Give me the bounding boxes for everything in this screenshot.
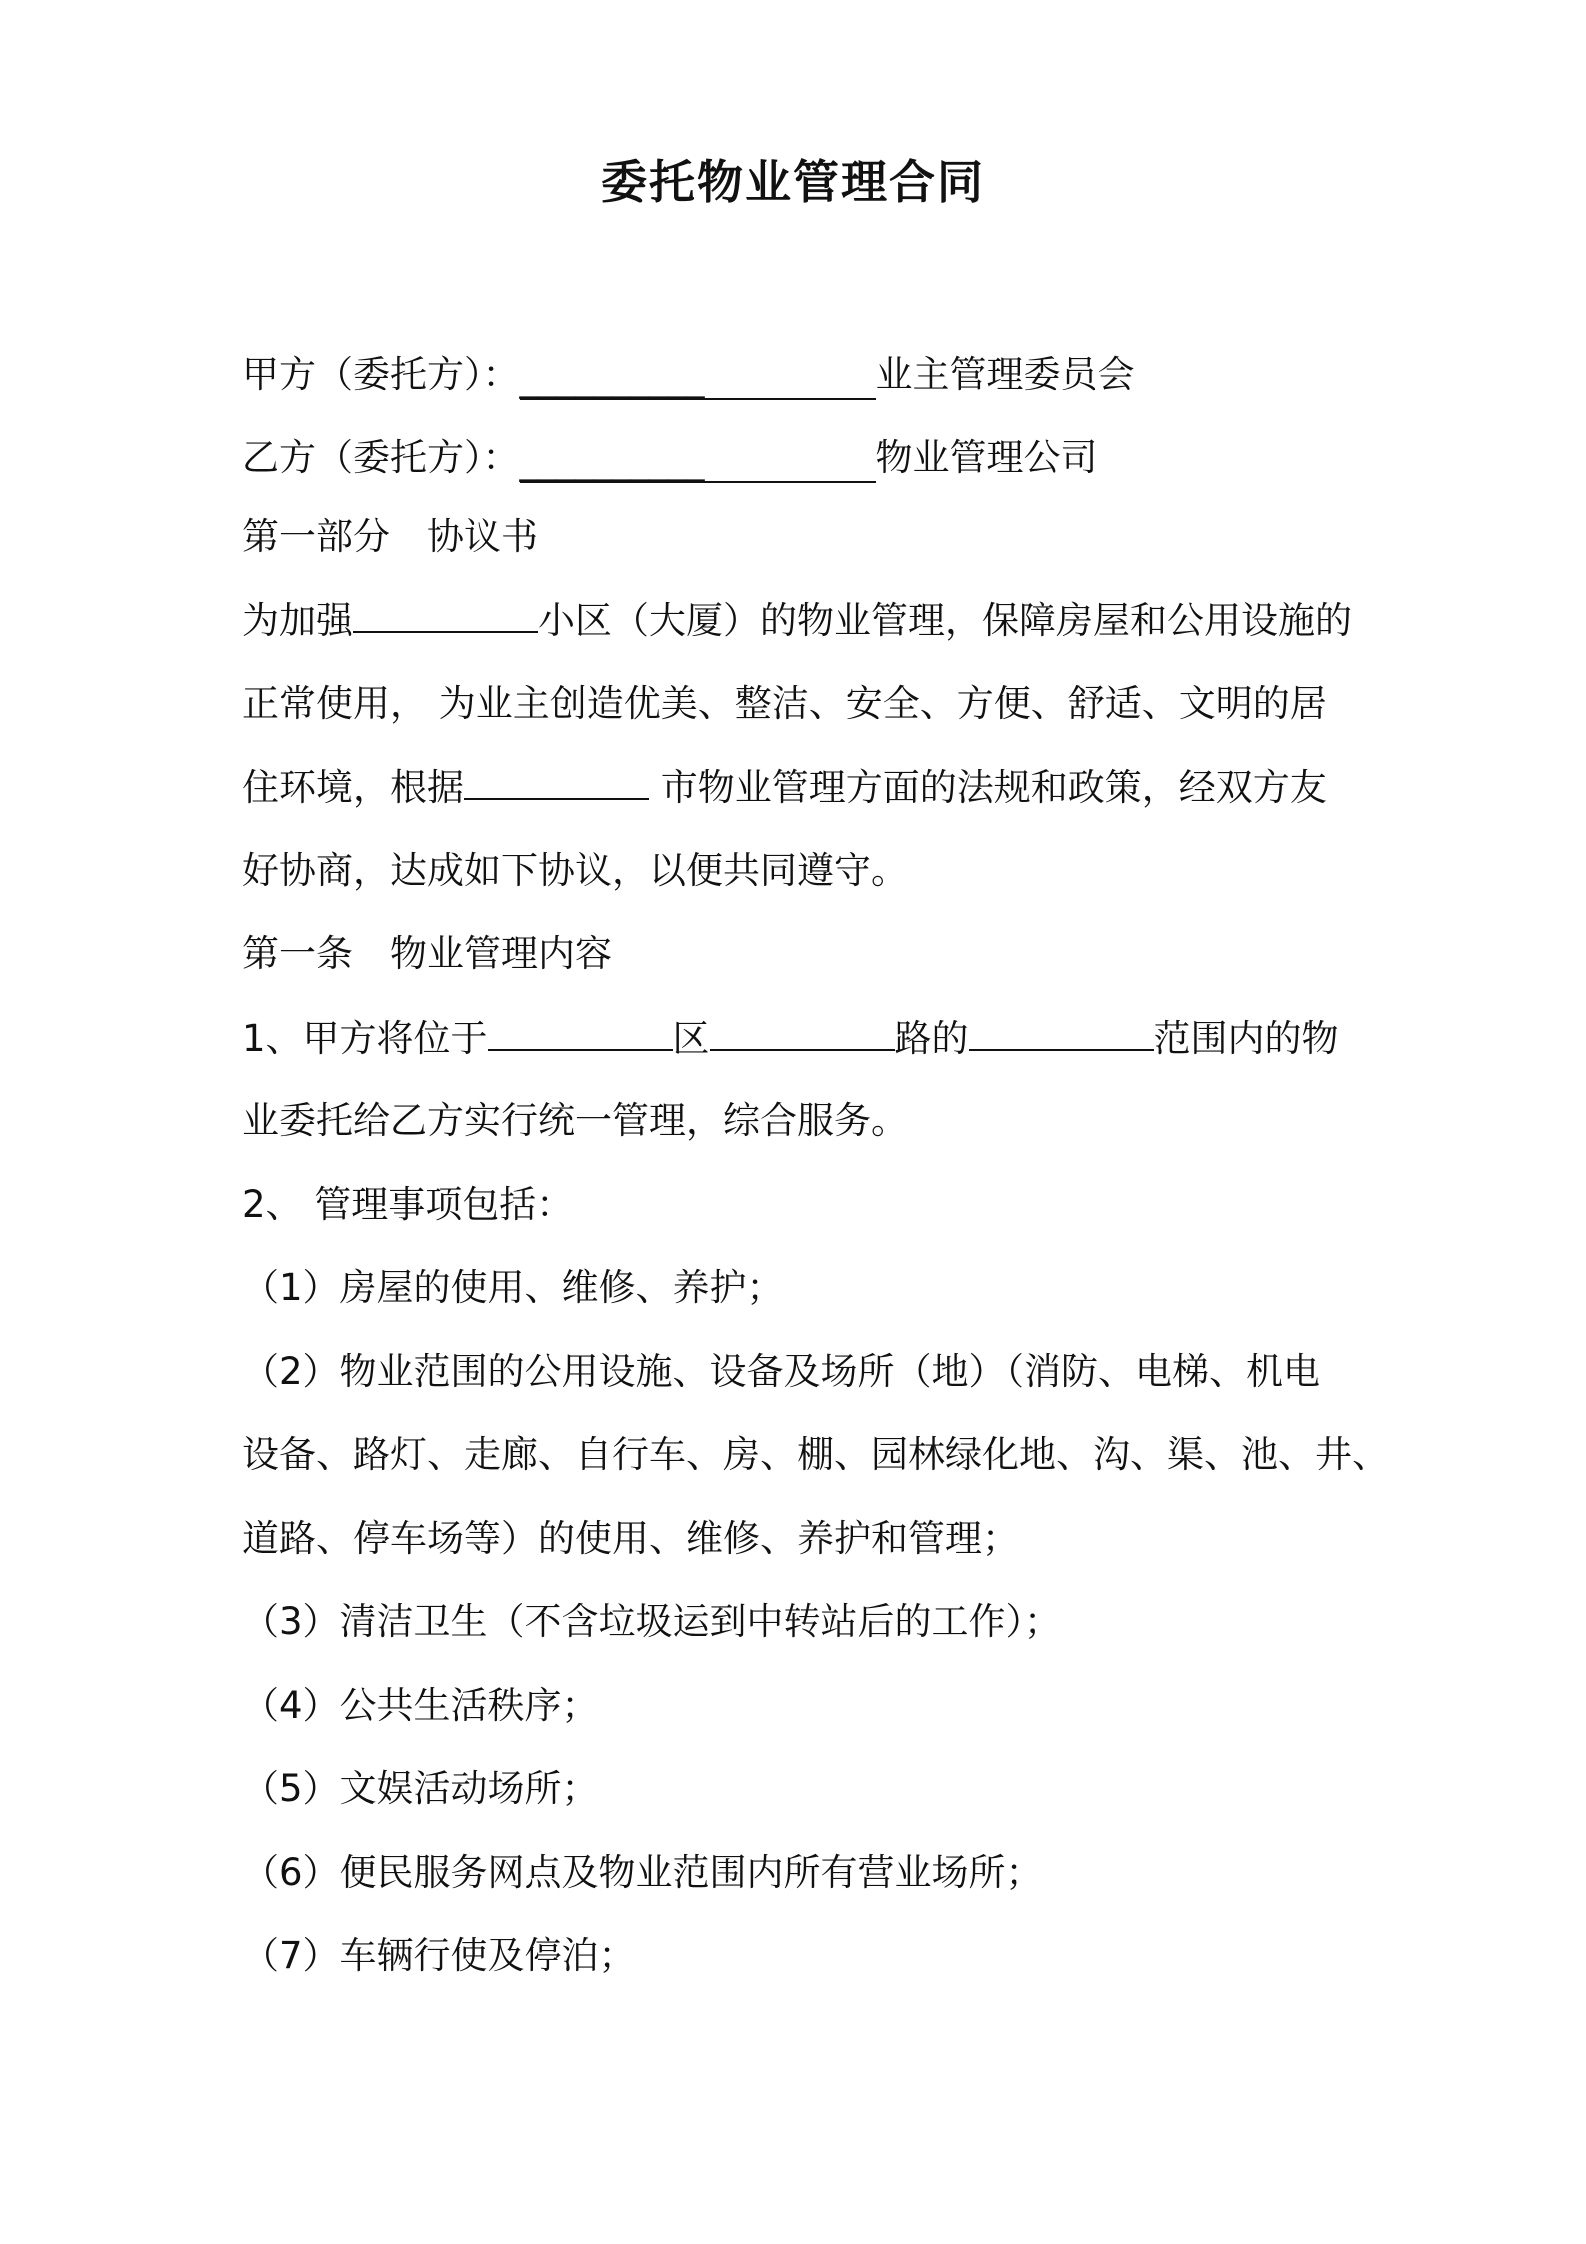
article-1-heading: 第一条 物业管理内容 — [242, 932, 612, 975]
intro-line-4: 好协商，达成如下协议，以便共同遵守。 — [242, 849, 908, 892]
item-1-line-1: 1、甲方将位于 区 路的 范围内的物 — [242, 1013, 1339, 1064]
party-a-label: 甲方（委托方）： — [242, 353, 520, 396]
city-name-blank — [464, 762, 649, 800]
intro-line-2: 正常使用， 为业主创造优美、整洁、安全、方便、舒适、文明的居 — [242, 682, 1327, 725]
party-a-line — [242, 350, 1135, 400]
sub-item-4: （4）公共生活秩序； — [242, 1684, 599, 1727]
party-a-suffix: 业主管理委员会 — [875, 353, 1135, 396]
party-b-line — [242, 433, 1098, 483]
party-b-blank: __________ — [520, 439, 876, 483]
item-1-line-2: 业委托给乙方实行统一管理，综合服务。 — [242, 1099, 908, 1142]
intro-line-1: 为加强 小区（大厦）的物业管理，保障房屋和公用设施的 — [242, 595, 1352, 646]
part-heading: 第一部分 协议书 — [242, 515, 538, 558]
party-a-blank: __________ — [520, 356, 876, 400]
item-2-heading: 2、 管理事项包括： — [242, 1183, 574, 1226]
sub-item-2-line-3: 道路、停车场等）的使用、维修、养护和管理； — [242, 1517, 1019, 1560]
sub-item-1: （1）房屋的使用、维修、养护； — [242, 1266, 784, 1309]
sub-item-2-line-2: 设备、路灯、走廊、自行车、房、棚、园林绿化地、沟、渠、池、井、 — [242, 1433, 1389, 1476]
scope-blank — [969, 1013, 1154, 1051]
sub-item-5: （5）文娱活动场所； — [242, 1767, 599, 1810]
document-title: 委托物业管理合同 — [601, 155, 985, 209]
community-name-blank — [353, 595, 538, 633]
road-blank — [710, 1013, 895, 1051]
sub-item-2-line-1: （2）物业范围的公用设施、设备及场所（地）（消防、电梯、机电 — [242, 1350, 1321, 1393]
sub-item-6: （6）便民服务网点及物业范围内所有营业场所； — [242, 1851, 1043, 1894]
party-b-suffix: 物业管理公司 — [875, 436, 1098, 479]
district-blank — [488, 1013, 673, 1051]
sub-item-3: （3）清洁卫生（不含垃圾运到中转站后的工作）； — [242, 1600, 1062, 1643]
sub-item-7: （7）车辆行使及停泊； — [242, 1934, 636, 1977]
intro-line-3: 住环境，根据 市物业管理方面的法规和政策，经双方友 — [242, 762, 1327, 813]
party-b-label: 乙方（委托方）： — [242, 436, 520, 479]
